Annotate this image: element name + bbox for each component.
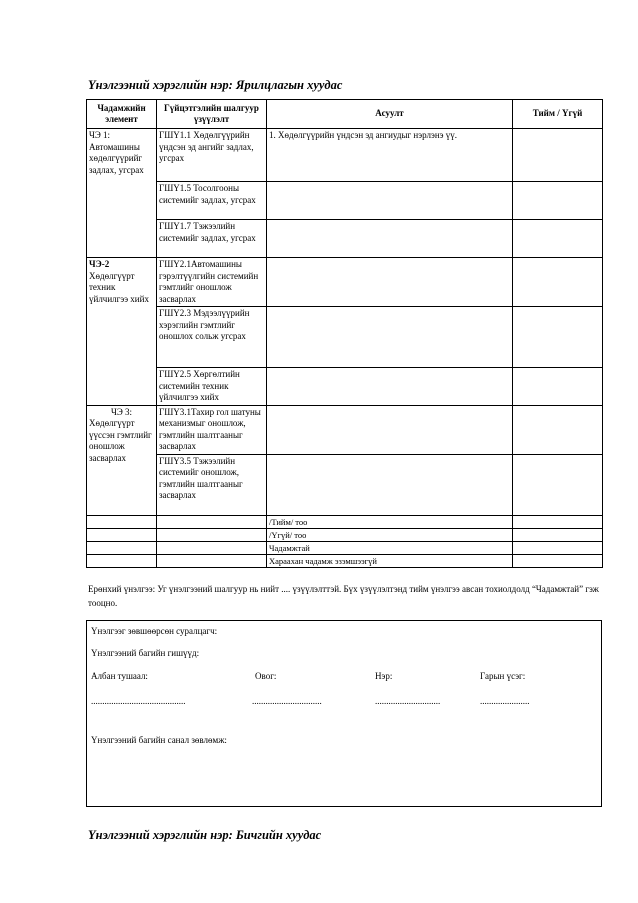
question-cell xyxy=(267,454,513,515)
summary-value[interactable] xyxy=(513,528,603,541)
answer-cell[interactable] xyxy=(513,307,603,368)
answer-cell[interactable] xyxy=(513,454,603,515)
question-cell xyxy=(267,258,513,307)
header-criterion: Гүйцэтгэлийн шалгуур үзүүлэлт xyxy=(157,100,267,129)
header-element: Чадамжийн элемент xyxy=(87,100,157,129)
question-cell xyxy=(267,220,513,258)
criterion-cell: ГШҮ3.1Тахир гол шатуны механизмыг оношлож, гэмтлийн шалтгааныг засварлах xyxy=(157,405,267,454)
element-code: ЧЭ 3: xyxy=(110,406,133,417)
feedback-box xyxy=(86,620,602,807)
answer-cell[interactable] xyxy=(513,129,603,182)
table-row xyxy=(87,129,603,182)
summary-value[interactable] xyxy=(513,554,603,567)
header-yes-no: Тийм / Үгүй xyxy=(513,100,603,129)
answer-cell[interactable] xyxy=(513,220,603,258)
question-cell: 1. Хөдөлгүүрийн үндсэн эд ангиудыг нэрлэнэ үү. xyxy=(267,129,513,182)
element-code: ЧЭ-2 xyxy=(89,259,110,269)
table-row xyxy=(87,307,603,368)
criterion-cell: ГШҮ2.1Автомашины гэрэлтүүлгийн системийн гэмтлийг оношлож засварлах xyxy=(157,258,267,307)
element-cell: ЧЭ 1: Автомашины хөдөлгүүрийг задлах, угсрах xyxy=(87,129,157,258)
name-field[interactable]: ............................. xyxy=(375,696,441,706)
summary-yes-count: /Тийм/ тоо xyxy=(267,515,513,528)
criterion-cell: ГШҮ1.1 Хөдөлгүүрийн үндсэн эд ангийг задлах, угсрах xyxy=(157,129,267,182)
table-row xyxy=(87,405,603,454)
surname-field[interactable]: ............................... xyxy=(252,696,322,706)
table-row xyxy=(87,454,603,515)
question-cell xyxy=(267,368,513,406)
signature-field[interactable]: ...................... xyxy=(480,696,530,706)
interview-table xyxy=(86,99,603,568)
criterion-cell: ГШҮ2.3 Мэдээлүүрийн хэрэглийн гэмтлийг оношлох сольж угсрах xyxy=(157,307,267,368)
name-label: Нэр: xyxy=(375,671,393,681)
answer-cell[interactable] xyxy=(513,182,603,220)
criterion-cell: ГШҮ2.5 Хөргөлтийн системийн техник үйлчилгээ хийх xyxy=(157,368,267,406)
committee-label: Үнэлгээний багийн гишүүд: xyxy=(91,648,200,658)
summary-not-yet-competent: Хараахан чадамж эзэмшээгүй xyxy=(267,554,513,567)
criterion-cell: ГШҮ3.5 Тэжээлийн системийг оношлож, гэмтлийн шалтгааныг засварлах xyxy=(157,454,267,515)
element-text: Хөдөлгүүрт техник үйлчилгээ хийх xyxy=(89,270,149,304)
criterion-cell: ГШҮ1.5 Тосолгооны системийг задлах, угсрах xyxy=(157,182,267,220)
header-question: Асуулт xyxy=(267,100,513,129)
table-row xyxy=(87,368,603,406)
position-field[interactable]: .......................................... xyxy=(91,696,186,706)
committee-advice-label: Үнэлгээний багийн санал зөвлөмж: xyxy=(91,735,227,745)
summary-no-count: /Үгүй/ тоо xyxy=(267,528,513,541)
summary-row xyxy=(87,554,603,567)
element-cell xyxy=(87,258,157,406)
table-row xyxy=(87,182,603,220)
criterion-cell: ГШҮ1.7 Тэжээлийн системийг задлах, угсрах xyxy=(157,220,267,258)
surname-label: Овог: xyxy=(255,671,277,681)
summary-value[interactable] xyxy=(513,541,603,554)
element-cell xyxy=(87,405,157,515)
next-page-title: Үнэлгээний хэрэглийн нэр: Бичгийн хуудас xyxy=(88,828,322,842)
summary-row xyxy=(87,515,603,528)
table-row xyxy=(87,258,603,307)
summary-competent: Чадамжтай xyxy=(267,541,513,554)
question-cell xyxy=(267,405,513,454)
table-header-row xyxy=(87,100,603,129)
answer-cell[interactable] xyxy=(513,258,603,307)
element-text: Хөдөлгүүрт үүссэн гэмтлийг оношлож засварлах xyxy=(89,418,152,463)
summary-row xyxy=(87,528,603,541)
table-row xyxy=(87,220,603,258)
general-assessment-note: Ерөнхий үнэлгээ: Уг үнэлгээний шалгуур нь нийт .... үзүүлэлттэй. Бүх үзүүлэлтэнд тийм үнэлгээ авсан тохиолдолд “Чадамжтай” гэж тооцно. xyxy=(88,584,599,608)
answer-cell[interactable] xyxy=(513,405,603,454)
signature-label: Гарын үсэг: xyxy=(480,671,526,681)
summary-value[interactable] xyxy=(513,515,603,528)
position-label: Албан тушаал: xyxy=(91,671,148,681)
summary-row xyxy=(87,541,603,554)
student-agreement-label: Үнэлгээг зөвшөөрсөн суралцагч: xyxy=(91,626,218,636)
page-title: Үнэлгээний хэрэглийн нэр: Ярилцлагын хуудас xyxy=(88,78,343,92)
question-cell xyxy=(267,182,513,220)
answer-cell[interactable] xyxy=(513,368,603,406)
question-cell xyxy=(267,307,513,368)
